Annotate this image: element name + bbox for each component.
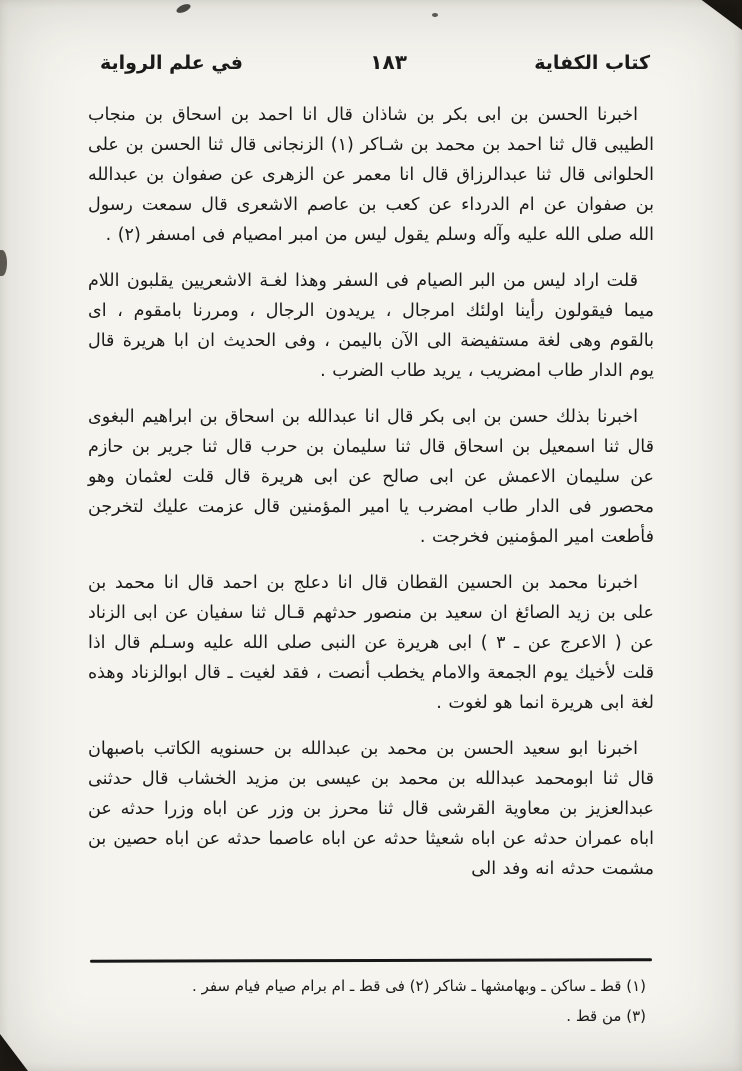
footnote-divider	[90, 958, 652, 962]
footnotes	[88, 971, 646, 1031]
paragraph: اخبرنا محمد بن الحسين القطان قال انا دعلج بن احمد قال انا محمد بن على بن زيد الصائغ ان سعيد بن منصور حدثهم قـال ثنا سفيان عن ابى الزناد عن ( الاعرج عن ـ ٣ ) ابى هريرة عن النبى صلى الله عليه وسـلم قال اذا قلت لأخيك يوم الجمعة والامام يخطب أنصت ، فقد لغيت ـ قال ابوالزناد وهذه لغة ابى هريرة انما هو لغوت .	[88, 573, 654, 713]
paragraph: اخبرنا ابو سعيد الحسن بن محمد بن عبدالله بن حسنويه الكاتب باصبهان قال ثنا ابومحمد عبدالله بن محمد بن عيسى بن مزيد الخشاب قال حدثنى عبدالعزيز بن معاوية القرشى قال ثنا محرز بن وزر عن اباه وزرا حدثه عن اباه عمران حدثه عن اباه شعيثا حدثه عن اباه عاصما حدثه عن اباه حصين بن مشمت حدثه انه وفد الى	[88, 739, 654, 879]
paragraph: قلت اراد ليس من البر الصيام فى السفر وهذا لغـة الاشعريين يقلبون اللام ميما فيقولون رأينا اولئك امرجال ، يريدون الرجال ، ومررنا بامقوم ، اى بالقوم وهى لغة مستفيضة الى الآن باليمن ، وفى الحديث ان ابا هريرة قال يوم الدار طاب امضريب ، يريد طاب الضرب .	[88, 271, 654, 381]
body-text	[0, 74, 742, 884]
paragraph: اخبرنا الحسن بن ابى بكر بن شاذان قال انا احمد بن اسحاق بن منجاب الطيبى قال ثنا احمد بن محمد بن شـاكر (١) الزنجانى قال ثنا الحسن بن على الحلوانى قال ثنا عبدالرزاق قال انا معمر عن الزهرى عن صفوان بن عبدالله بن صفوان عن ام الدرداء عن كعب بن عاصم الاشعرى قال سمعت رسول الله صلى الله عليه وآله وسلم يقول ليس من امبر امصيام فى امسفر (٢) .	[88, 105, 654, 245]
scan-artifact-bottom-left-corner	[0, 1027, 28, 1071]
footnote-line: (١) قط ـ ساكن ـ وبهامشها ـ شاكر (٢) فى قط ـ ام برام صيام فيام سفر .	[192, 977, 646, 995]
section-title: في علم الرواية	[100, 52, 243, 74]
paragraph: اخبرنا بذلك حسن بن ابى بكر قال انا عبدالله بن اسحاق بن ابراهيم البغوى قال ثنا اسمعيل بن اسحاق قال ثنا سليمان بن حرب قال ثنا جرير بن حازم عن سليمان الاعمش عن ابى صالح عن ابى هريرة قال قلت لعثمان وهو محصور فى الدار طاب امضرب يا امير المؤمنين قال عزمت عليك لتخرجن فأطعت امير المؤمنين فخرجت .	[88, 407, 654, 547]
book-title: كتاب الكفاية	[534, 52, 650, 74]
page-header	[0, 0, 742, 74]
page-number: ١٨٣	[370, 50, 407, 74]
footnote-line: (٣) من قط .	[566, 1007, 646, 1025]
